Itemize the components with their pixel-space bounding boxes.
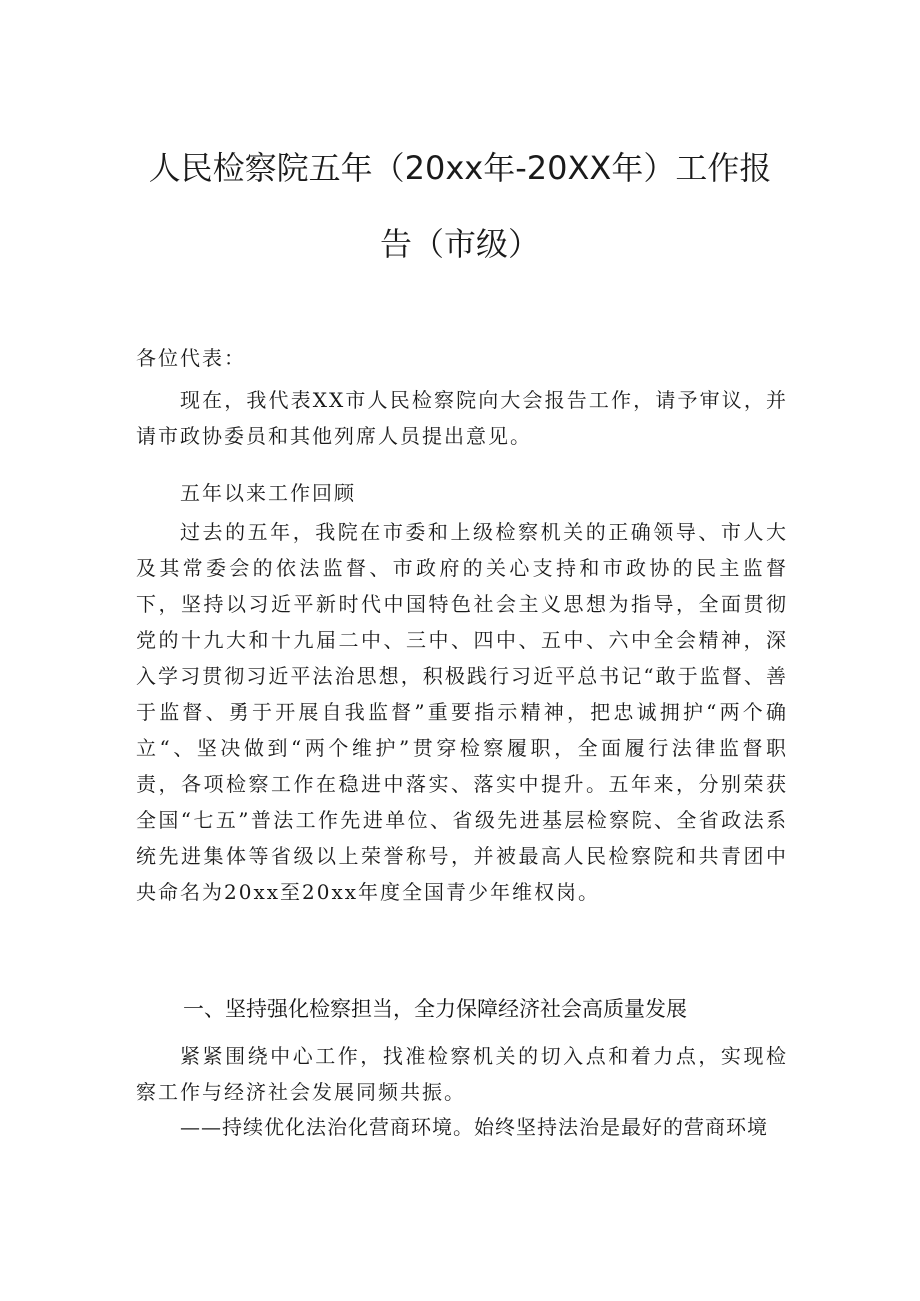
review-paragraph: 过去的五年，我院在市委和上级检察机关的正确领导、市人大及其常委会的依法监督、市政府的关心支持和市政协的民主监督下，坚持以习近平新时代中国特色社会主义思想为指导，全面贯彻党的十九大和十九届二中、三中、四中、五中、六中全会精神，深入学习贯彻习近平法治思想，积极践行习近平总书记“敢于监督、善于监督、勇于开展自我监督”重要指示精神，把忠诚拥护“两个确立“、坚决做到“两个维护”贯穿检察履职，全面履行法律监督职责，各项检察工作在稳进中落实、落实中提升。五年来，分别荣获全国“七五”普法工作先进单位、省级先进基层检察院、全省政法系统先进集体等省级以上荣誉称号，并被最高人民检察院和共青团中央命名为20xx至20xx年度全国青少年维权岗。 [136, 520, 788, 904]
document-title-line-1: 人民检察院五年（20xx年-20XX年）工作报 [148, 149, 772, 187]
section-1-item-1: ——持续优化法治化营商环境。始终坚持法治是最好的营商环境 [180, 1115, 768, 1139]
review-heading: 五年以来工作回顾 [180, 481, 356, 505]
section-1-heading: 一、坚持强化检察担当，全力保障经济社会高质量发展 [183, 997, 687, 1021]
greeting: 各位代表： [136, 346, 246, 370]
intro-paragraph: 现在，我代表XX市人民检察院向大会报告工作，请予审议，并请市政协委员和其他列席人员提出意见。 [136, 388, 788, 448]
section-1-intro-paragraph: 紧紧围绕中心工作，找准检察机关的切入点和着力点，实现检察工作与经济社会发展同频共振。 [136, 1044, 788, 1104]
document-title-line-2: 告（市级） [379, 225, 540, 263]
